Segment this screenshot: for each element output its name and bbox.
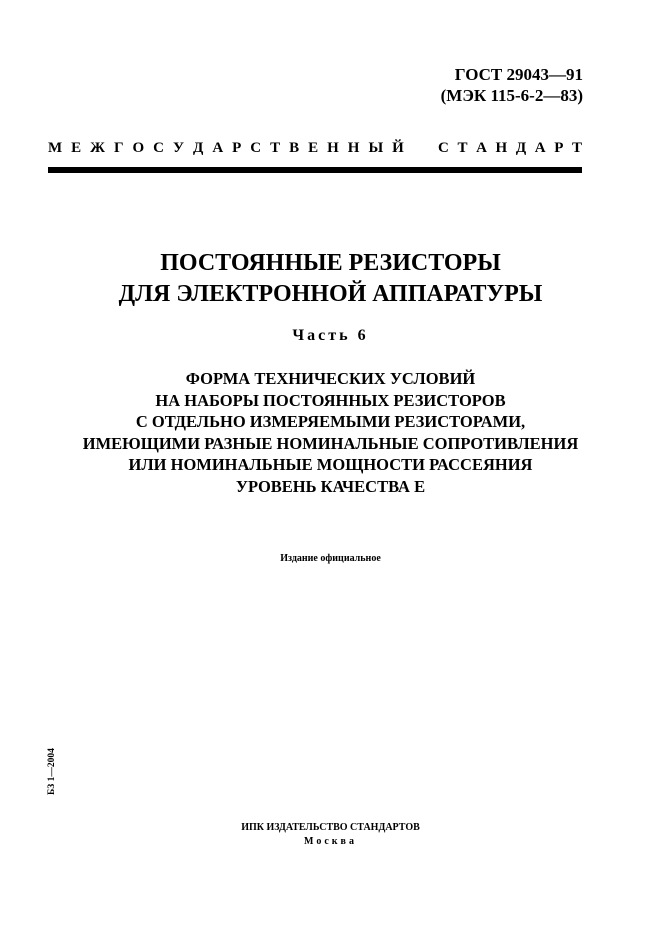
gost-code: ГОСТ 29043—91 [454,65,583,84]
letter: О [132,140,145,156]
letter: Й [392,140,404,156]
publisher-block [0,821,661,849]
standard-type-word-standard [438,140,582,157]
letter: С [153,140,165,156]
document-title [0,248,661,310]
letter: Т [457,140,468,156]
title-line: ПОСТОЯННЫЕ РЕЗИСТОРЫ [160,250,501,276]
heading-rule [48,167,582,173]
document-subtitle [0,368,661,497]
letter: А [212,140,224,156]
subtitle-line: УРОВЕНЬ КАЧЕСТВА Е [235,476,426,496]
letter: Г [113,140,124,156]
part-label: Часть 6 [292,327,369,344]
iec-code: (МЭК 115-6-2—83) [440,86,583,105]
subtitle-line: С ОТДЕЛЬНО ИЗМЕРЯЕМЫМИ РЕЗИСТОРАМИ, [135,412,526,431]
subtitle-line: ФОРМА ТЕХНИЧЕСКИХ УСЛОВИЙ [185,369,476,388]
letter: В [289,140,300,156]
letter: Е [71,140,82,156]
letter: М [48,140,63,156]
letter: Ы [368,140,384,156]
publisher-city: Москва [304,836,357,847]
letter: Н [495,140,508,156]
letter: А [534,140,546,156]
letter: У [173,140,185,156]
letter: А [476,140,487,156]
letter: С [438,140,449,156]
subtitle-line: НА НАБОРЫ ПОСТОЯННЫХ РЕЗИСТОРОВ [155,390,506,410]
standard-type-word-interstate [48,140,404,157]
letter: Р [232,140,242,156]
letter: Н [327,140,339,156]
edition-note: Издание официальное [280,553,381,564]
letter: Ж [90,140,105,156]
letter: Н [347,140,360,156]
letter: Т [270,140,281,156]
title-line: ДЛЯ ЭЛЕКТРОННОЙ АППАРАТУРЫ [118,281,543,307]
letter: Д [515,140,527,156]
letter: Т [571,140,582,156]
standard-type-heading [48,140,582,157]
letter: Е [308,140,319,156]
document-code [441,64,583,106]
letter: Р [554,140,564,156]
side-code: БЗ 1—2004 [47,748,57,795]
letter: С [250,140,262,156]
subtitle-line: ИЛИ НОМИНАЛЬНЫЕ МОЩНОСТИ РАССЕЯНИЯ [128,455,533,474]
publisher-name: ИПК ИЗДАТЕЛЬСТВО СТАНДАРТОВ [241,822,420,833]
subtitle-line: ИМЕЮЩИМИ РАЗНЫЕ НОМИНАЛЬНЫЕ СОПРОТИВЛЕНИЯ [82,433,579,453]
letter: Д [193,140,204,156]
